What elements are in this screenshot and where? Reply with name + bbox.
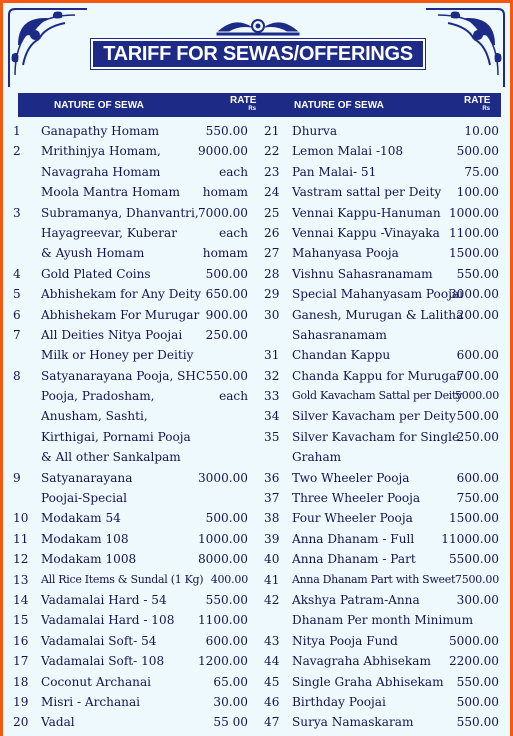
table-row	[11, 570, 251, 590]
sewa-name: Lemon Malai -108	[292, 144, 404, 159]
table-row	[11, 141, 251, 161]
row-number: 22	[264, 144, 280, 159]
tariff-page	[3, 3, 510, 736]
row-number: 7	[13, 327, 21, 342]
row-number: 2	[13, 144, 21, 159]
top-center-ornament-icon	[215, 15, 301, 37]
row-number: 36	[264, 470, 280, 485]
row-number: 41	[264, 572, 280, 587]
sewa-rate: 600.00	[205, 633, 248, 648]
sewa-name: All Rice Items & Sundal (1 Kg)	[41, 572, 204, 586]
row-number: 44	[264, 654, 280, 669]
row-number: 14	[13, 592, 29, 607]
table-row	[260, 712, 502, 732]
row-number: 27	[264, 246, 280, 261]
sewa-name: Surya Namaskaram	[292, 715, 414, 730]
sewa-name: Pan Malai- 51	[292, 164, 377, 179]
table-row	[260, 284, 502, 304]
row-number: 31	[264, 348, 280, 363]
sewa-rate: 9000.00	[197, 144, 248, 159]
sewa-name: Dhurva	[292, 124, 338, 138]
sewa-rate: 3000.00	[448, 287, 499, 302]
sewa-rate: 500.00	[205, 266, 248, 281]
table-row	[260, 570, 502, 590]
row-number: 23	[264, 164, 280, 179]
table-row	[260, 366, 502, 386]
sewa-rate: 7000.00	[197, 205, 248, 220]
table-row	[260, 631, 502, 651]
sewa-rate: each	[219, 389, 248, 404]
sewa-rate: 550.00	[205, 592, 248, 607]
sewa-name: Nitya Pooja Fund	[292, 633, 398, 648]
table-row	[260, 529, 502, 549]
row-number: 4	[13, 266, 21, 281]
table-row	[260, 590, 502, 610]
sewa-name: Gold Kavacham Sattal per Deity	[292, 389, 463, 403]
table-row	[11, 223, 251, 243]
table-row	[260, 406, 502, 426]
row-number: 47	[264, 715, 280, 730]
row-number: 28	[264, 266, 280, 281]
table-row	[260, 203, 502, 223]
sewa-rate: 1000.00	[448, 205, 499, 220]
row-number: 38	[264, 511, 280, 526]
table-row	[260, 468, 502, 488]
row-number: 15	[13, 613, 29, 628]
sewa-name: Subramanya, Dhanvantri,	[41, 205, 199, 220]
sewa-rate: 1100.00	[197, 613, 248, 628]
sewa-name: Vennai Kappu -Vinayaka	[292, 225, 440, 240]
sewa-name: Poojai-Special	[41, 491, 128, 506]
sewa-rate: 2200.00	[448, 654, 499, 669]
sewa-name: Milk or Honey per Deitiy	[41, 348, 194, 363]
sewa-rate: 65.00	[213, 674, 248, 689]
sewa-rate: 550.00	[456, 715, 499, 730]
row-number: 1	[13, 124, 21, 138]
row-number: 34	[264, 409, 280, 424]
sewa-rate: 5000.00	[448, 633, 499, 648]
sewa-name: Ganesh, Murugan & Lalitha	[292, 307, 464, 322]
table-row	[11, 162, 251, 182]
sewa-name: Coconut Archanai	[41, 674, 152, 689]
table-row	[260, 427, 502, 447]
table-row	[11, 325, 251, 345]
sewa-name: Navagraha Homam	[41, 164, 161, 179]
table-row	[11, 549, 251, 569]
sewa-name: Mrithinjya Homam,	[41, 144, 161, 159]
sewa-rate: homam	[202, 185, 248, 200]
sewa-rate: 7500.00	[454, 572, 499, 586]
sewa-name: Anna Dhanam - Part	[292, 552, 416, 567]
table-row	[11, 284, 251, 304]
table-row	[260, 672, 502, 692]
sewa-name: Chandan Kappu	[292, 348, 391, 363]
sewa-name: Vadamalai Soft- 108	[41, 654, 165, 669]
row-number: 11	[13, 531, 29, 546]
sewa-name: Anusham, Sashti,	[41, 409, 148, 424]
row-number: 25	[264, 205, 280, 220]
table-row	[260, 488, 502, 508]
sewa-rate: 550.00	[456, 266, 499, 281]
row-number: 8	[13, 368, 21, 383]
table-row	[260, 386, 502, 406]
table-row	[11, 692, 251, 712]
table-row	[11, 345, 251, 365]
row-number: 43	[264, 633, 280, 648]
sewa-name: Three Wheeler Pooja	[292, 491, 421, 506]
sewa-name: Misri - Archanai	[41, 694, 141, 709]
sewa-name: Vennai Kappu-Hanuman	[292, 205, 441, 220]
header-rate-right: RATE Rs	[464, 95, 491, 112]
sewa-name: Single Graha Abhisekam	[292, 674, 444, 689]
sewa-name: Ganapathy Homam	[41, 124, 160, 138]
row-number: 45	[264, 674, 280, 689]
sewa-rate: 5500.00	[448, 552, 499, 567]
row-number: 21	[264, 124, 280, 138]
sewa-rate: 250.00	[456, 429, 499, 444]
row-number: 24	[264, 185, 280, 200]
sewa-rate: 400.00	[210, 572, 248, 586]
table-row	[11, 651, 251, 671]
row-number: 18	[13, 674, 29, 689]
sewa-name: Pooja, Pradosham,	[41, 389, 155, 404]
row-number: 9	[13, 470, 21, 485]
row-number: 20	[13, 715, 29, 730]
sewa-name: Abhishekam For Murugar	[41, 307, 200, 322]
table-row	[11, 121, 251, 141]
sewa-rate: 55 00	[213, 715, 248, 730]
sewa-rate: 500.00	[456, 694, 499, 709]
sewa-name: Vadamalai Hard - 54	[41, 592, 167, 607]
sewa-rate: 300.00	[456, 592, 499, 607]
table-row	[11, 631, 251, 651]
sewa-name: Chanda Kappu for Murugar	[292, 368, 463, 383]
table-row	[260, 243, 502, 263]
sewa-name: Vishnu Sahasranamam	[292, 266, 433, 281]
sewa-name: Gold Plated Coins	[41, 266, 151, 281]
sewa-name: Sahasranamam	[292, 327, 387, 342]
sewa-rate: 10.00	[464, 124, 499, 138]
sewa-name: Modakam 108	[41, 531, 129, 546]
sewa-name: Modakam 54	[41, 511, 121, 526]
sewa-name: Anna Dhanam - Full	[292, 531, 415, 546]
sewa-name: Modakam 1008	[41, 552, 137, 567]
sewa-rate: 900.00	[205, 307, 248, 322]
table-row	[260, 162, 502, 182]
sewa-name: Silver Kavacham per Deity	[292, 409, 456, 424]
table-row	[11, 386, 251, 406]
table-row	[260, 141, 502, 161]
sewa-rate: each	[219, 164, 248, 179]
table-row	[260, 651, 502, 671]
table-row	[11, 672, 251, 692]
table-row	[11, 529, 251, 549]
corner-ornament-right-icon	[422, 5, 508, 91]
table-row	[260, 610, 502, 630]
sewa-rate: 1200.00	[197, 654, 248, 669]
sewa-rate: 700.00	[456, 368, 499, 383]
sewa-name: Vadamalai Soft- 54	[41, 633, 157, 648]
sewa-rate: 8000.00	[197, 552, 248, 567]
table-row	[11, 427, 251, 447]
sewa-rate: 1500.00	[448, 511, 499, 526]
sewa-name: Dhanam Per month Minimum	[292, 613, 474, 628]
sewa-name: Kirthigai, Pornami Pooja	[41, 429, 191, 444]
sewa-name: Graham	[292, 450, 342, 465]
sewa-rate: 600.00	[456, 470, 499, 485]
row-number: 17	[13, 654, 29, 669]
row-number: 42	[264, 592, 280, 607]
table-row	[260, 447, 502, 467]
row-number: 33	[264, 389, 280, 404]
table-row	[260, 549, 502, 569]
sewa-rate: 5000.00	[454, 389, 499, 403]
sewa-name: & All other Sankalpam	[41, 450, 181, 465]
sewa-rate: each	[219, 225, 248, 240]
table-row	[260, 305, 502, 325]
table-row	[11, 447, 251, 467]
sewa-name: Mahanyasa Pooja	[292, 246, 399, 261]
row-number: 26	[264, 225, 280, 240]
sewa-name: Hayagreevar, Kuberar	[41, 225, 178, 240]
row-number: 16	[13, 633, 29, 648]
row-number: 35	[264, 429, 280, 444]
table-row	[260, 692, 502, 712]
sewa-name: Satyanarayana	[41, 470, 133, 485]
sewa-name: Abhishekam for Any Deity	[41, 287, 202, 302]
sewa-name: Moola Mantra Homam	[41, 185, 180, 200]
sewa-name: Four Wheeler Pooja	[292, 511, 413, 526]
sewa-rate: 75.00	[464, 164, 499, 179]
table-row	[260, 508, 502, 528]
sewa-rate: 500.00	[456, 144, 499, 159]
sewa-rate: 1500.00	[448, 246, 499, 261]
table-row	[11, 366, 251, 386]
sewa-name: Satyanarayana Pooja, SHC	[41, 368, 206, 383]
sewa-name: Navagraha Abhisekam	[292, 654, 431, 669]
row-number: 37	[264, 491, 280, 506]
row-number: 10	[13, 511, 29, 526]
row-number: 39	[264, 531, 280, 546]
table-row	[11, 508, 251, 528]
sewa-rate: 550.00	[456, 674, 499, 689]
sewa-rate: 1000.00	[197, 531, 248, 546]
table-row	[260, 223, 502, 243]
tariff-column-left	[11, 121, 251, 733]
row-number: 3	[13, 205, 21, 220]
table-row	[260, 121, 502, 141]
sewa-rate: 200.00	[456, 307, 499, 322]
page-title: TARIFF FOR SEWAS/OFFERINGS	[91, 39, 425, 69]
table-row	[11, 406, 251, 426]
sewa-rate: 500.00	[456, 409, 499, 424]
header-nature-left: NATURE OF SEWA	[54, 100, 144, 111]
table-row	[11, 488, 251, 508]
sewa-rate: 1100.00	[448, 225, 499, 240]
sewa-rate: 100.00	[456, 185, 499, 200]
corner-ornament-left-icon	[5, 5, 91, 91]
table-row	[260, 345, 502, 365]
sewa-name: Silver Kavacham for Single	[292, 429, 460, 444]
row-number: 6	[13, 307, 21, 322]
sewa-rate: 550.00	[205, 368, 248, 383]
sewa-name: Two Wheeler Pooja	[292, 470, 410, 485]
sewa-rate: 750.00	[456, 491, 499, 506]
sewa-name: Birthday Poojai	[292, 694, 386, 709]
table-row	[11, 610, 251, 630]
row-number: 5	[13, 287, 21, 302]
table-row	[11, 264, 251, 284]
sewa-name: Vadal	[41, 715, 75, 730]
sewa-name: Special Mahanyasam Poojai	[292, 287, 463, 302]
table-row	[11, 203, 251, 223]
row-number: 46	[264, 694, 280, 709]
sewa-rate: 30.00	[213, 694, 248, 709]
sewa-name: & Ayush Homam	[41, 246, 145, 261]
table-row	[260, 325, 502, 345]
header-nature-right: NATURE OF SEWA	[294, 100, 384, 111]
row-number: 12	[13, 552, 29, 567]
table-row	[11, 712, 251, 732]
row-number: 29	[264, 287, 280, 302]
sewa-rate: 500.00	[205, 511, 248, 526]
sewa-name: All Deities Nitya Poojai	[41, 327, 183, 342]
tariff-column-right	[260, 121, 502, 733]
row-number: 40	[264, 552, 280, 567]
table-row	[11, 182, 251, 202]
row-number: 30	[264, 307, 280, 322]
sewa-rate: 550.00	[205, 124, 248, 138]
sewa-rate: 11000.00	[441, 531, 499, 546]
sewa-rate: 3000.00	[197, 470, 248, 485]
row-number: 13	[13, 572, 29, 587]
sewa-name: Vadamalai Hard - 108	[41, 613, 175, 628]
table-row	[11, 305, 251, 325]
header-rate-left: RATE Rs	[230, 95, 257, 112]
table-row	[11, 590, 251, 610]
table-header	[18, 93, 501, 117]
sewa-name: Anna Dhanam Part with Sweet	[292, 572, 456, 586]
table-row	[260, 264, 502, 284]
sewa-rate: 250.00	[205, 327, 248, 342]
table-row	[260, 182, 502, 202]
sewa-rate: 600.00	[456, 348, 499, 363]
sewa-name: Vastram sattal per Deity	[292, 185, 442, 200]
sewa-name: Akshya Patram-Anna	[292, 592, 420, 607]
table-row	[11, 243, 251, 263]
row-number: 32	[264, 368, 280, 383]
sewa-rate: homam	[202, 246, 248, 261]
table-row	[11, 468, 251, 488]
row-number: 19	[13, 694, 29, 709]
sewa-rate: 650.00	[205, 287, 248, 302]
